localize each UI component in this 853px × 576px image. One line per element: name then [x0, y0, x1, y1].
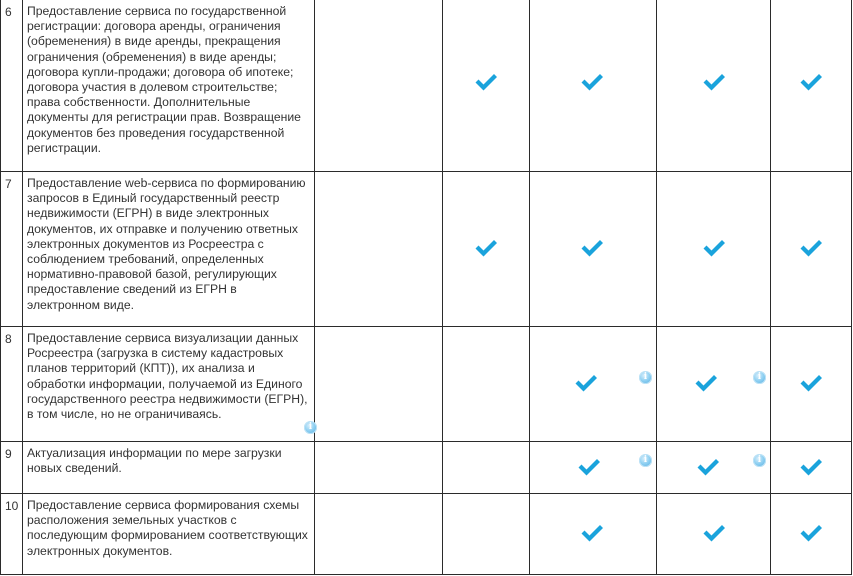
- check-cell: [443, 172, 530, 327]
- checkmark-icon: [799, 238, 823, 263]
- check-cell: [530, 494, 657, 575]
- checkmark-icon: [474, 238, 498, 263]
- table-row: [1, 172, 852, 327]
- check-cell: [657, 494, 771, 575]
- empty-cell: [443, 442, 530, 494]
- empty-cell: [315, 494, 443, 575]
- checkmark-icon: [694, 373, 718, 398]
- row-number: 9: [1, 442, 23, 494]
- row-number: 7: [1, 172, 23, 327]
- info-icon[interactable]: [639, 454, 652, 467]
- check-cell: [657, 172, 771, 327]
- checkmark-icon: [702, 523, 726, 548]
- checkmark-icon: [577, 457, 601, 482]
- check-cell: [530, 327, 657, 442]
- check-cell: [771, 0, 852, 172]
- table-row: [1, 0, 852, 172]
- row-number: 10: [1, 494, 23, 575]
- row-description: Предоставление сервиса по государственной регистрации: договора аренды, ограничения (обременения) в виде аренды, прекращения ограничения (обременения) в виде аренды; договора купли-продажи; договора об ипотеке; договора участия в долевом строительстве; права собственности. Дополнительные документы для регистрации прав. Возвращение документов без проведения государственной регистрации.: [23, 0, 315, 172]
- checkmark-icon: [799, 373, 823, 398]
- empty-cell: [315, 327, 443, 442]
- info-icon[interactable]: [753, 454, 766, 467]
- empty-cell: [315, 0, 443, 172]
- row-number: 8: [1, 327, 23, 442]
- check-cell: [771, 494, 852, 575]
- row-description-text: Предоставление сервиса визуализации данных Росреестра (загрузка в систему кадастровых планов территорий (КПТ)), их анализа и обработки информации, получаемой из Единого государственного реестра недвижимости (ЕГРН), в том числе, но не ограничиваясь.: [27, 331, 308, 422]
- empty-cell: [315, 172, 443, 327]
- table-row: [1, 494, 852, 575]
- info-icon[interactable]: [639, 371, 652, 384]
- check-cell: [530, 442, 657, 494]
- table-row: [1, 442, 852, 494]
- check-cell: [771, 172, 852, 327]
- row-description: Предоставление сервиса формирования схемы расположения земельных участков с последующим формированием соответствующих электронных документов.: [23, 494, 315, 575]
- row-description: Предоставление web-сервиса по формированию запросов в Единый государственный реестр недвижимости (ЕГРН) в виде электронных документов, их отправке и получению ответных электронных документов из Росреестра с соблюдением требований, определенных нормативно-правовой базой, регулирующих предоставление сведений из ЕГРН в электронном виде.: [23, 172, 315, 327]
- empty-cell: [315, 442, 443, 494]
- info-icon[interactable]: [753, 371, 766, 384]
- checkmark-icon: [799, 523, 823, 548]
- checkmark-icon: [580, 238, 604, 263]
- empty-cell: [443, 327, 530, 442]
- row-number: 6: [1, 0, 23, 172]
- checkmark-icon: [574, 373, 598, 398]
- checkmark-icon: [799, 457, 823, 482]
- checkmark-icon: [799, 72, 823, 97]
- checkmark-icon: [702, 238, 726, 263]
- checkmark-icon: [474, 72, 498, 97]
- check-cell: [657, 442, 771, 494]
- check-cell: [530, 172, 657, 327]
- table-row: [1, 327, 852, 442]
- row-description: Актуализация информации по мере загрузки новых сведений.: [23, 442, 315, 494]
- checkmark-icon: [580, 523, 604, 548]
- check-cell: [771, 327, 852, 442]
- check-cell: [657, 327, 771, 442]
- check-cell: [443, 0, 530, 172]
- row-description: [23, 327, 315, 442]
- check-cell: [657, 0, 771, 172]
- checkmark-icon: [696, 457, 720, 482]
- checkmark-icon: [702, 72, 726, 97]
- empty-cell: [443, 494, 530, 575]
- check-cell: [771, 442, 852, 494]
- check-cell: [530, 0, 657, 172]
- checkmark-icon: [580, 72, 604, 97]
